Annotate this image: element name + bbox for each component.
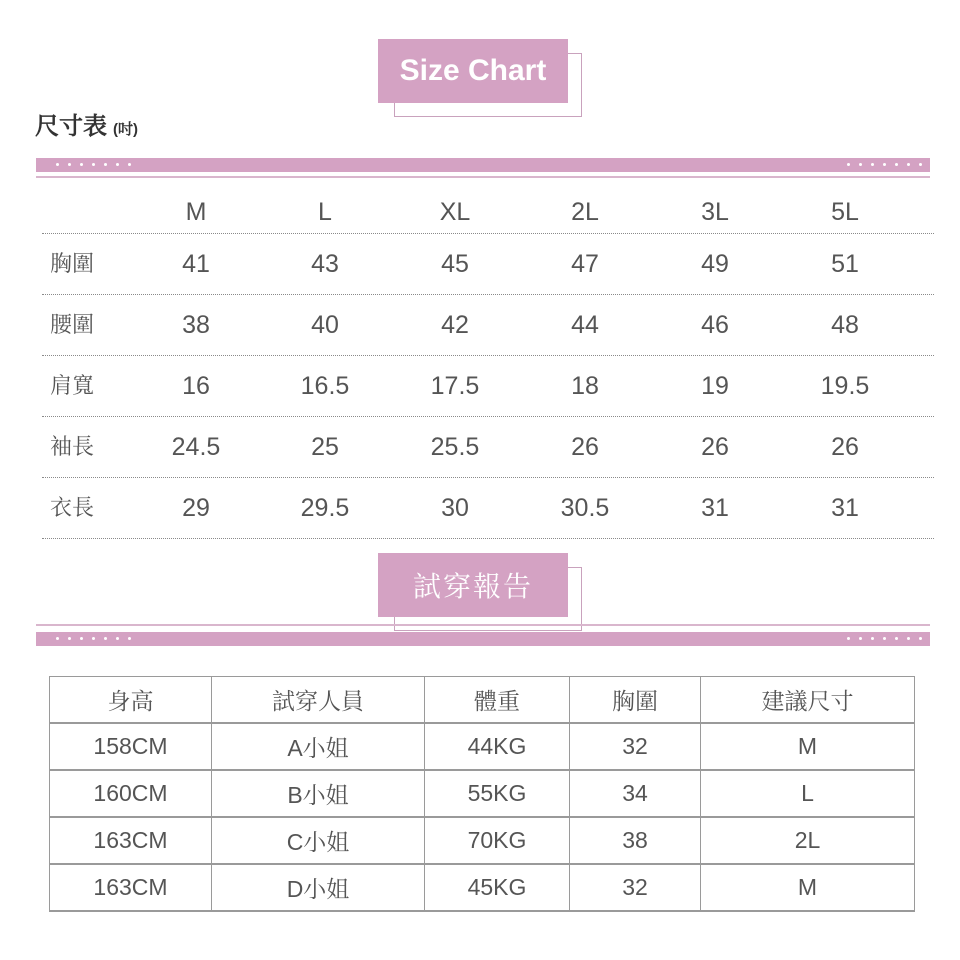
cell-model: D小姐	[212, 864, 425, 911]
report-header-row	[50, 677, 915, 724]
cell-model: A小姐	[212, 723, 425, 770]
fitting-report-title-badge	[378, 553, 582, 631]
measurement-value: 46	[701, 311, 729, 339]
cell-chest: 32	[570, 864, 701, 911]
measurement-value: 38	[182, 311, 210, 339]
header-weight: 體重	[425, 677, 570, 724]
band-dots-left	[56, 163, 131, 166]
measurement-value: 19.5	[820, 372, 870, 400]
measurement-value: 24.5	[171, 433, 221, 461]
cell-weight: 55KG	[425, 770, 570, 817]
band-line	[36, 176, 930, 178]
measurement-value: 26	[831, 433, 859, 461]
band-bar	[36, 158, 930, 172]
header-height: 身高	[50, 677, 212, 724]
fitting-report-table	[49, 676, 915, 912]
measurement-value: 30	[441, 494, 469, 522]
measurement-value: 29.5	[300, 494, 350, 522]
measurement-row-chest	[42, 234, 934, 295]
band-dots-left	[56, 637, 131, 640]
cell-chest: 32	[570, 723, 701, 770]
measurement-value: 26	[571, 433, 599, 461]
measurement-value: 51	[831, 250, 859, 278]
cell-recommended-size: 2L	[701, 817, 915, 864]
measurement-value: 26	[701, 433, 729, 461]
decorative-band-top	[36, 158, 930, 180]
measurement-value: 45	[441, 250, 469, 278]
size-header: XL	[439, 198, 471, 226]
table-row	[50, 864, 915, 911]
size-header: 3L	[701, 198, 729, 226]
measurement-value: 19	[701, 372, 729, 400]
header-recommended-size: 建議尺寸	[701, 677, 915, 724]
header-chest: 胸圍	[570, 677, 701, 724]
measurement-row-length	[42, 478, 934, 539]
cell-height: 158CM	[50, 723, 212, 770]
size-header: 2L	[571, 198, 599, 226]
measurement-value: 43	[311, 250, 339, 278]
band-bar	[36, 632, 930, 646]
header-model: 試穿人員	[212, 677, 425, 724]
cell-weight: 45KG	[425, 864, 570, 911]
measurement-row-waist	[42, 295, 934, 356]
cell-chest: 38	[570, 817, 701, 864]
table-row	[50, 723, 915, 770]
measurement-value: 30.5	[560, 494, 610, 522]
measurement-value: 31	[831, 494, 859, 522]
size-chart-table	[42, 185, 934, 539]
cell-height: 160CM	[50, 770, 212, 817]
cell-weight: 70KG	[425, 817, 570, 864]
measurement-value: 29	[182, 494, 210, 522]
cell-recommended-size: L	[701, 770, 915, 817]
fitting-report-title: 試穿報告	[378, 553, 568, 617]
measurement-value: 41	[182, 250, 210, 278]
size-chart-title-badge	[378, 39, 582, 117]
table-row	[50, 817, 915, 864]
measurement-value: 16	[182, 372, 210, 400]
measurement-value: 31	[701, 494, 729, 522]
measurement-value: 25.5	[430, 433, 480, 461]
size-header: L	[318, 198, 332, 226]
cell-model: B小姐	[212, 770, 425, 817]
row-label: 衣長	[50, 495, 95, 520]
measurement-value: 42	[441, 311, 469, 339]
size-header: M	[185, 198, 207, 226]
cell-model: C小姐	[212, 817, 425, 864]
size-table-title: 尺寸表	[35, 113, 107, 140]
measurement-row-sleeve	[42, 417, 934, 478]
row-label: 腰圍	[50, 312, 95, 337]
size-header-row	[42, 185, 934, 234]
measurement-value: 16.5	[300, 372, 350, 400]
measurement-row-shoulder	[42, 356, 934, 417]
size-table-heading	[35, 106, 138, 141]
cell-weight: 44KG	[425, 723, 570, 770]
decorative-band-bottom	[36, 632, 930, 654]
size-header: 5L	[831, 198, 859, 226]
measurement-value: 25	[311, 433, 339, 461]
band-dots-right	[847, 163, 922, 166]
row-label: 胸圍	[50, 251, 95, 276]
measurement-value: 17.5	[430, 372, 480, 400]
measurement-value: 18	[571, 372, 599, 400]
measurement-value: 48	[831, 311, 859, 339]
band-dots-right	[847, 637, 922, 640]
cell-height: 163CM	[50, 864, 212, 911]
cell-height: 163CM	[50, 817, 212, 864]
measurement-value: 47	[571, 250, 599, 278]
size-chart-title: Size Chart	[378, 39, 568, 103]
measurement-value: 49	[701, 250, 729, 278]
unit-label: (吋)	[113, 121, 138, 138]
measurement-value: 44	[571, 311, 599, 339]
cell-recommended-size: M	[701, 864, 915, 911]
measurement-value: 40	[311, 311, 339, 339]
band-line	[36, 624, 930, 626]
cell-chest: 34	[570, 770, 701, 817]
cell-recommended-size: M	[701, 723, 915, 770]
row-label: 肩寬	[50, 373, 95, 398]
table-row	[50, 770, 915, 817]
row-label: 袖長	[50, 434, 95, 459]
